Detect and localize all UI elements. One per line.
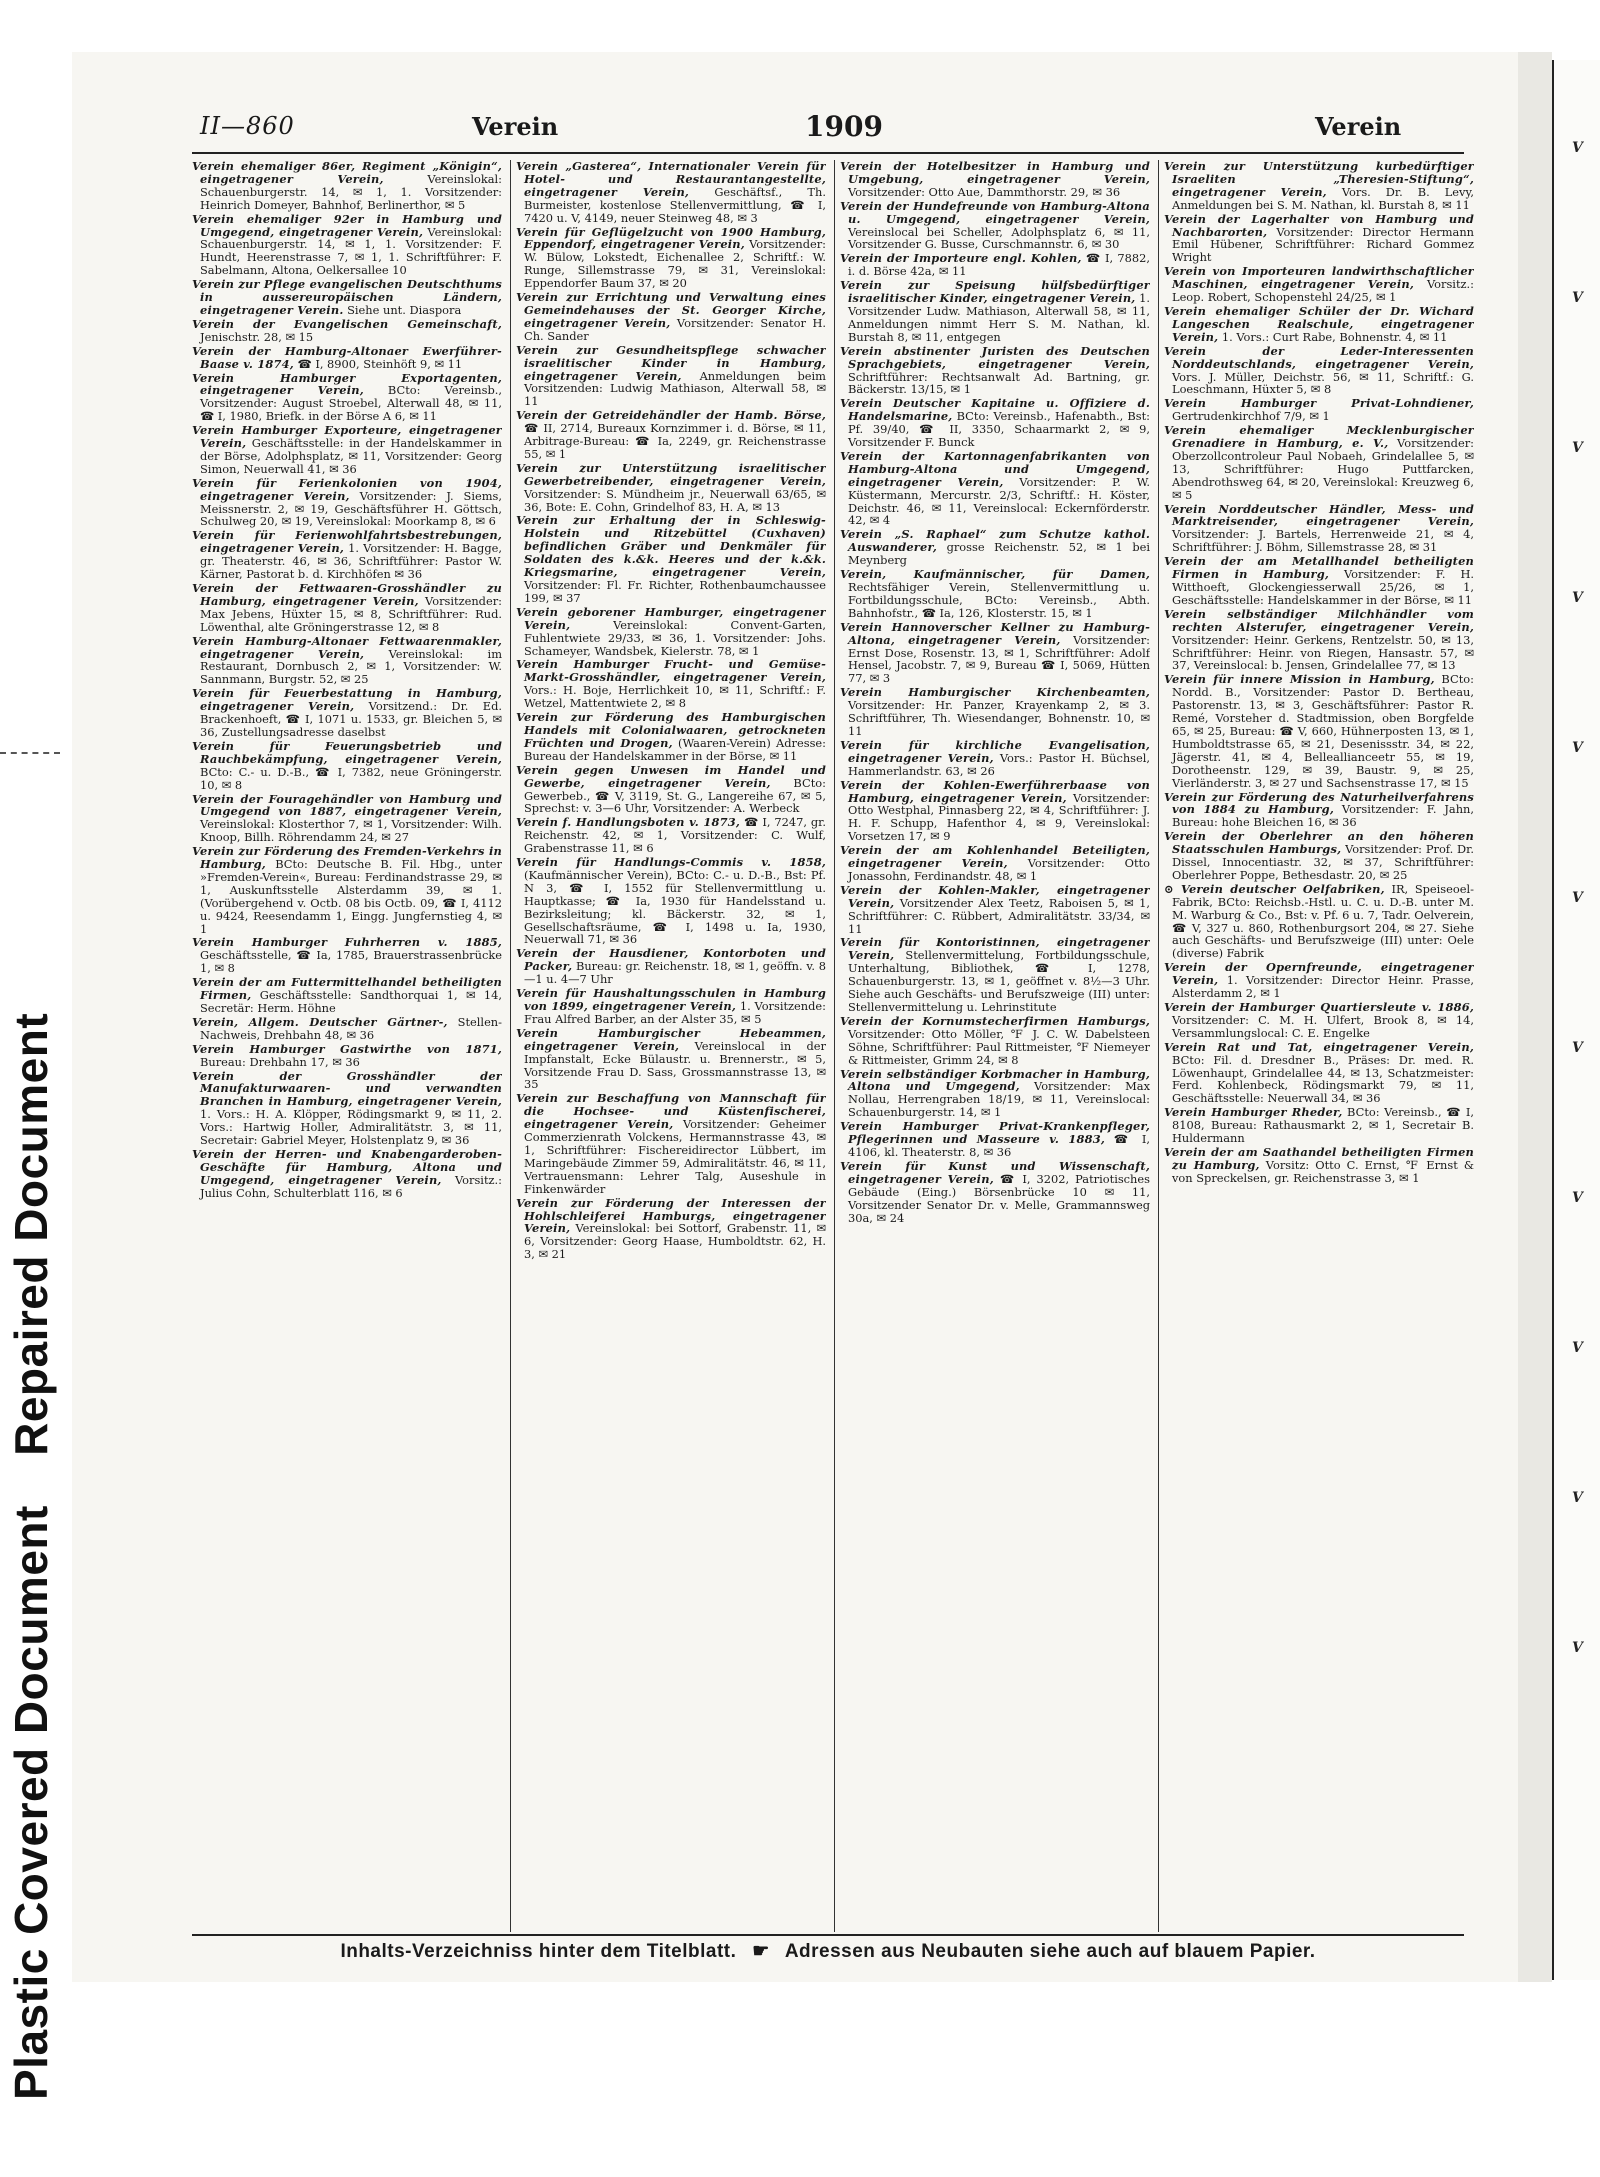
entry-name: Verein Hamburgischer Kirchenbeamten, bbox=[840, 685, 1150, 700]
directory-entry bbox=[840, 844, 1150, 883]
directory-entry bbox=[516, 606, 826, 658]
directory-entry bbox=[1164, 608, 1474, 673]
directory-entry bbox=[192, 1148, 502, 1200]
entry-name: Verein selbständiger Milchhändler vom rechten Alsterufer, eingetragener Verein, bbox=[1164, 606, 1474, 634]
directory-entry bbox=[1164, 305, 1474, 344]
entry-details: Geschäftsstelle: Sandthorquai 1, ✉ 14, Secretär: Herm. Höhne bbox=[200, 988, 502, 1015]
directory-entry bbox=[840, 200, 1150, 252]
footer-new-buildings-note: Adressen aus Neubauten siehe auch auf blauem Papier. bbox=[784, 1941, 1316, 1962]
entry-name: Verein der Kohlen-Ewerführerbaase von Hamburg, eingetragener Verein, bbox=[840, 777, 1150, 805]
page-gutter-shadow bbox=[1518, 52, 1552, 1982]
entry-name: Verein der am Kohlenhandel Beteiligten, eingetragener Verein, bbox=[840, 843, 1150, 871]
entry-name: Verein der Hamburg-Altonaer Ewerführer-Baase v. 1874, bbox=[192, 343, 502, 371]
directory-entry bbox=[1164, 397, 1474, 423]
margin-word: V bbox=[1572, 140, 1583, 156]
entry-name: Verein für innere Mission in Hamburg, bbox=[1164, 672, 1435, 687]
directory-entry bbox=[192, 1043, 502, 1069]
entry-name: Verein „Gasterea“, Internationaler Verein für Hotel- und Restaurantangestellte, eingetragener Verein, bbox=[516, 160, 826, 199]
directory-entry bbox=[840, 739, 1150, 778]
directory-entry bbox=[1164, 1001, 1474, 1040]
entry-name: Verein ehemaliger 86er, Regiment „Königin“, eingetragener Verein, bbox=[192, 160, 502, 186]
directory-entry bbox=[192, 213, 502, 278]
entry-details: 1. Vorsitzende: Frau Alfred Barber, an der Alster 35, ✉ 5 bbox=[524, 999, 826, 1026]
column-divider bbox=[1158, 160, 1159, 1932]
entry-name: Verein zur Pflege evangelischen Deutschthums in aussereuropäischen Ländern, eingetragener Verein. bbox=[192, 277, 502, 317]
entry-name: Verein f. Handlungsboten v. 1873, bbox=[516, 815, 741, 830]
entry-name: Verein Hamburger Privat-Lohndiener, bbox=[1164, 396, 1474, 411]
entry-details: grosse Reichenstr. 52, ✉ 1 bei Meynberg bbox=[848, 540, 1150, 568]
entry-name: Verein ehemaliger Schüler der Dr. Wichard Langeschen Realschule, eingetragener Verein, bbox=[1164, 303, 1474, 344]
entry-details: Vorsitzender: C. M. H. Ulfert, Brook 8, ✉ 14, Versammlungslocal: C. E. Engelke bbox=[1172, 1012, 1474, 1040]
entry-details: Vereinslokal: im Restaurant, Dornbusch 2, ✉ 1, Vorsitzender: W. Sannmann, Burgstr. 52, ✉ 25 bbox=[200, 646, 502, 687]
directory-entry bbox=[1164, 160, 1474, 212]
entry-details: Vereinslokal: bei Sottorf, Grabenstr. 11, ✉ 6, Vorsitzender: Georg Haase, Humboldtstr. 62, H. 3, ✉ 21 bbox=[524, 1221, 826, 1262]
directory-entry bbox=[192, 345, 502, 371]
directory-entry bbox=[516, 462, 826, 514]
entry-details: ☎ I, 4106, kl. Theaterstr. 8, ✉ 36 bbox=[848, 1132, 1150, 1159]
directory-entry bbox=[840, 1120, 1150, 1159]
margin-word: V bbox=[1572, 590, 1583, 606]
entry-name: Verein zur Förderung der Interessen der Hohlschleiferei Hamburgs, eingetragener Verein, bbox=[516, 1195, 826, 1236]
entry-name: Verein von Importeuren landwirthschaftlicher Maschinen, eingetragener Verein, bbox=[1164, 264, 1474, 292]
entry-name: Verein Hamburger Exporteure, eingetragener Verein, bbox=[192, 423, 502, 451]
directory-entry bbox=[192, 635, 502, 687]
side-stamp-text-plastic: Plastic Covered Document bbox=[5, 1505, 57, 2100]
entry-details: Bureau: gr. Reichenstr. 18, ✉ 1, geöffn. v. 8—1 u. 4—7 Uhr bbox=[524, 959, 826, 987]
entry-details: Vorsitzender: Heinr. Gerkens, Rentzelstr. 50, ✉ 13, Schriftführer: Heinr. von Riegen, Hansastr. 57, ✉ 37, Vereinslocal: b. Jensen, Grindelallee 77, ✉ 13 bbox=[1172, 632, 1474, 673]
directory-entry bbox=[192, 1070, 502, 1147]
directory-entry bbox=[192, 936, 502, 975]
column-1 bbox=[192, 160, 502, 1932]
entry-details: Vors.: H. Boje, Herrlichkeit 10, ✉ 11, Schriftf.: F. Wetzel, Mattentwiete 2, ✉ 8 bbox=[524, 683, 826, 711]
entry-name: Verein für kirchliche Evangelisation, eingetragener Verein, bbox=[840, 737, 1150, 765]
entry-details: Vors. Dr. B. Levy, Anmeldungen bei S. M. Nathan, kl. Burstah 8, ✉ 11 bbox=[1172, 184, 1474, 212]
directory-entry bbox=[192, 582, 502, 634]
directory-entry bbox=[840, 1160, 1150, 1225]
directory-entry bbox=[1164, 1106, 1474, 1145]
entry-name: Verein zur Errichtung und Verwaltung eines Gemeindehauses der St. Georger Kirche, eingetragener Verein, bbox=[516, 290, 826, 330]
entry-name: Verein der Kornumstecherfirmen Hamburgs, bbox=[840, 1013, 1150, 1028]
directory-entry bbox=[1164, 673, 1474, 789]
entry-details: Bureau: Drehbahn 17, ✉ 36 bbox=[200, 1054, 360, 1069]
entry-details: Vereinslokal: Schauenburgerstr. 14, ✉ 1, 1. Vorsitzender: Heinrich Domeyer, Bahnhof, Berlinerthor, ✉ 5 bbox=[200, 171, 502, 212]
entry-details: Vorsitzender: Otto Aue, Dammthorstr. 29, ✉ 36 bbox=[848, 184, 1121, 199]
entry-details: Geschäftsstelle: in der Handelskammer in der Börse, Adolphsplatz, ✉ 11, Vorsitzender: Georg Simon, Neuerwall 41, ✉ 36 bbox=[200, 436, 502, 476]
entry-name: Verein der Fouragehändler von Hamburg und Umgegend von 1887, eingetragener Verein, bbox=[192, 791, 502, 819]
margin-word: V bbox=[1572, 1340, 1583, 1356]
directory-entry bbox=[840, 450, 1150, 527]
entry-details: Schriftführer: Rechtsanwalt Ad. Bartning, gr. Bäckerstr. 13/15, ✉ 1 bbox=[848, 369, 1150, 397]
directory-entry bbox=[840, 160, 1150, 199]
entry-name: Verein der Hundefreunde von Hamburg-Altona u. Umgegend, eingetragener Verein, bbox=[840, 198, 1150, 226]
entry-details: Vorsitzender: Prof. Dr. Dissel, Innocentiastr. 32, ✉ 37, Schriftführer: Oberlehrer Poppe, Bethesdastr. 20, ✉ 25 bbox=[1172, 842, 1474, 882]
directory-entry bbox=[840, 568, 1150, 620]
entry-details: Vorsitzender: J. Siems, Meissnerstr. 2, ✉ 19, Geschäftsführer H. Göttsch, Schulweg 20, ✉ 19, Vereinslokal: Moorkamp 8, ✉ 6 bbox=[200, 488, 502, 529]
entry-details: Vorsitz: Otto C. Ernst, ℉ Ernst & von Spreckelsen, gr. Reichenstrasse 3, ✉ 1 bbox=[1172, 1157, 1474, 1185]
directory-columns bbox=[192, 160, 1474, 1932]
entry-details: Vorsitz.: Julius Cohn, Schulterblatt 116, ✉ 6 bbox=[200, 1172, 502, 1200]
directory-entry bbox=[840, 1068, 1150, 1120]
entry-details: BCto: Fil. d. Dresdner B., Präses: Dr. med. R. Löwenhaupt, Grindelallee 44, ✉ 13, Schatzmeister: Ferd. Kohlenbeck, Rödingsmarkt 79, ✉ 11, Geschäftsstelle: Neuerwall 34, ✉ 36 bbox=[1172, 1052, 1474, 1106]
directory-entry bbox=[840, 1015, 1150, 1067]
entry-name: Verein der Oberlehrer an den höheren Staatsschulen Hamburgs, bbox=[1164, 829, 1474, 857]
entry-name: Verein, Allgem. Deutscher Gärtner-, bbox=[192, 1014, 448, 1029]
entry-details: Vorsitzender: J. Bartels, Herrenweide 21, ✉ 4, Schriftführer: J. Böhm, Sillemstrasse 28, ✉ 31 bbox=[1172, 527, 1474, 555]
entry-details: Vorsitzender: Ernst Dose, Rosenstr. 13, ✉ 1, Schriftführer: Adolf Hensel, Jacobstr. 7, ✉ 9, Bureau ☎ I, 5069, Hütten 77, ✉ 3 bbox=[848, 632, 1150, 686]
entry-details: Vereinslokal: Convent-Garten, Fuhlentwiete 29/33, ✉ 36, 1. Vorsitzender: Johs. Schameyer, Wandsbek, Kielerstr. 78, ✉ 1 bbox=[524, 617, 826, 658]
header-rule bbox=[192, 152, 1464, 154]
entry-details: BCto: Vereinsb., Hafenabth., Bst: Pf. 39/40, ☎ II, 3350, Schaarmarkt 2, ✉ 9, Vorsitzender F. Bunck bbox=[848, 409, 1150, 450]
entry-details: Siehe unt. Diaspora bbox=[343, 302, 462, 317]
entry-name: Verein der Leder-Interessenten Norddeutschlands, eingetragener Verein, bbox=[1164, 343, 1474, 371]
entry-details: Stellen-Nachweis, Drehbahn 48, ✉ 36 bbox=[200, 1014, 502, 1042]
entry-details: Vorsitzender: Fl. Fr. Richter, Rothenbaumchaussee 199, ✉ 37 bbox=[524, 578, 826, 605]
entry-name: Verein für Ferienwohlfahrtsbestrebungen, eingetragener Verein, bbox=[192, 528, 502, 556]
page-footer bbox=[192, 1940, 1464, 1970]
margin-word: V bbox=[1572, 1490, 1583, 1506]
entry-name: Verein zur Erhaltung der in Schleswig-Holstein und Ritzebüttel (Cuxhaven) befindlichen Gräber und Denkmäler für Soldaten des k.&k. Heeres und der k.&k. Kriegsmarine, eingetragener Verein, bbox=[516, 513, 826, 580]
entry-details: Vorsitzender: Otto Jonassohn, Ferdinandstr. 48, ✉ 1 bbox=[848, 856, 1150, 883]
margin-word: V bbox=[1572, 1640, 1583, 1656]
directory-entry bbox=[840, 279, 1150, 344]
directory-entry bbox=[516, 711, 826, 763]
entry-name: Verein geborener Hamburger, eingetragener Verein, bbox=[516, 604, 826, 632]
directory-entry bbox=[516, 658, 826, 710]
directory-entry bbox=[192, 740, 502, 792]
entry-name: Verein selbständiger Korbmacher in Hamburg, Altona und Umgegend, bbox=[840, 1066, 1150, 1094]
running-head-right: Verein bbox=[1315, 112, 1402, 141]
entry-details: (Waaren-Verein) Adresse: Bureau der Handelskammer in der Börse, ✉ 11 bbox=[524, 735, 826, 763]
directory-entry bbox=[192, 845, 502, 935]
entry-name: Verein ehemaliger 92er in Hamburg und Umgegend, eingetragener Verein, bbox=[192, 211, 502, 239]
margin-word: V bbox=[1572, 290, 1583, 306]
entry-details: 1. Vors.: Curt Rabe, Bohnenstr. 4, ✉ 11 bbox=[1218, 329, 1448, 344]
entry-details: IR, Speiseoel-Fabrik, BCto: Reichsb.-Hstl. u. C. u. D.-B. unter M. M. Warburg & Co., Bst: v. Pf. 6 u. 7, Tadr. Oelverein, ☎ V, 327 u. 860, Rothenburgsort 204, ✉ 27. Siehe auch Geschäfts- und Berufszweige (III) unter: Oele (diverse) Fabrik bbox=[1172, 881, 1474, 961]
entry-name: Verein der am Futtermittelhandel betheiligten Firmen, bbox=[192, 975, 502, 1003]
directory-entry bbox=[1164, 961, 1474, 1000]
directory-entry bbox=[840, 621, 1150, 686]
entry-name: Verein der Evangelischen Gemeinschaft, bbox=[192, 316, 502, 331]
directory-entry bbox=[192, 318, 502, 344]
entry-name: Verein „S. Raphael“ zum Schutze kathol. Auswanderer, bbox=[840, 527, 1150, 555]
entry-details: Vorsitzender: W. Bülow, Lokstedt, Eichenallee 2, Schriftf.: W. Runge, Sillemstrasse 79, ✉ 31, Vereinslokal: Eppendorfer Baum 37, ✉ 20 bbox=[524, 237, 826, 291]
entry-details: Vorsitzend.: Dr. Ed. Brackenhoeft, ☎ I, 1071 u. 1533, gr. Bleichen 5, ✉ 36, Zustellungsadresse daselbst bbox=[200, 699, 502, 739]
entry-details: Geschäftsf., Th. Burmeister, kostenlose Stellenvermittlung, ☎ I, 7420 u. V, 4149, neuer Steinweg 48, ✉ 3 bbox=[524, 184, 826, 225]
entry-name: Verein Hannoverscher Kellner zu Hamburg-Altona, eingetragener Verein, bbox=[840, 619, 1150, 647]
entry-details: Gertrudenkirchhof 7/9, ✉ 1 bbox=[1172, 409, 1330, 424]
entry-name: Verein Norddeutscher Händler, Mess- und Marktreisender, eingetragener Verein, bbox=[1164, 501, 1474, 529]
directory-entry bbox=[840, 528, 1150, 567]
entry-details: Anmeldungen beim Vorsitzenden: Ludwig Mathiason, Alterwall 58, ✉ 11 bbox=[524, 368, 826, 409]
side-stamp-label bbox=[4, 977, 58, 2100]
entry-name: Verein der Kartonnagenfabrikanten von Hamburg-Altona und Umgegend, eingetragener Verein, bbox=[840, 448, 1150, 489]
entry-details: 1. Vorsitzender: Director Heinr. Prasse, Alsterdamm 2, ✉ 1 bbox=[1172, 973, 1474, 1001]
entry-details: BCto: Deutsche B. Fil. Hbg., unter »Fremden-Verein«, Bureau: Ferdinandstrasse 29, ✉ 1, Auskunftsstelle Alsterdamm 39, ✉ 1. (Vorübergehend v. Octb. 08 bis Octb. 09, ☎ I, 4112 u. 9424, Reesendamm 1, Eingg. Jungfernstieg 4, ✉ 1 bbox=[200, 857, 502, 936]
entry-details: Stellenvermittelung, Fortbildungsschule, Unterhaltung, Bibliothek, ☎ I, 1278, Schauenburgerstr. 13, ✉ 1, geöffnet v. 8½—3 Uhr. Siehe auch Geschäfts- und Berufszweige (III) unter: Stellenvermittelung u. Lehrinstitute bbox=[848, 948, 1150, 1014]
directory-entry bbox=[1164, 791, 1474, 830]
entry-name: Verein für Kunst und Wissenschaft, eingetragener Verein, bbox=[840, 1158, 1150, 1186]
directory-entry bbox=[840, 686, 1150, 738]
margin-word: V bbox=[1572, 740, 1583, 756]
directory-entry bbox=[516, 514, 826, 604]
directory-entry bbox=[1164, 265, 1474, 304]
column-2 bbox=[516, 160, 826, 1932]
entry-details: Vereinslokal: Klosterthor 7, ✉ 1, Vorsitzender: Wilh. Knoop, Billh. Röhrendamm 24, ✉ 27 bbox=[200, 817, 502, 845]
directory-entry bbox=[516, 226, 826, 291]
directory-entry bbox=[516, 1027, 826, 1092]
entry-name: Verein Hamburger Exportagenten, eingetragener Verein, bbox=[192, 370, 502, 398]
entry-details: Vorsitzender: Max Jebens, Hüxter 15, ✉ 8, Schriftführer: Rud. Löwenthal, alte Gröningerstrasse 12, ✉ 8 bbox=[200, 593, 502, 634]
entry-name: Verein für Handlungs-Commis v. 1858, bbox=[516, 855, 826, 870]
running-head-year: 1909 bbox=[805, 110, 883, 143]
entry-name: Verein zur Unterstützung kurbedürftiger Israeliten „Theresien-Stiftung“, eingetragener Verein, bbox=[1164, 160, 1474, 199]
entry-details: 1. Vorsitzender: H. Bagge, gr. Theaterstr. 46, ✉ 36, Schriftführer: Pastor W. Kärner, Pastorat b. d. Kirchhöfen ✉ 36 bbox=[200, 541, 502, 582]
page-number: II—860 bbox=[200, 112, 295, 140]
directory-entry bbox=[840, 345, 1150, 397]
entry-name: Verein zur Beschaffung von Mannschaft für die Hochsee- und Küstenfischerei, eingetragener Verein, bbox=[516, 1091, 826, 1132]
entry-name: Verein zur Förderung des Fremden-Verkehrs in Hamburg, bbox=[192, 844, 502, 872]
entry-details: Vorsitzender: P. W. Küstermann, Mercurstr. 2/3, Schriftf.: H. Köster, Deichstr. 46, ✉ 11, Vereinslocal: Eckernförderstr. 42, ✉ 4 bbox=[848, 474, 1150, 528]
column-3 bbox=[840, 160, 1150, 1932]
directory-entry bbox=[1164, 1146, 1474, 1185]
side-stamp-text-repaired: Repaired Document bbox=[5, 1012, 57, 1456]
entry-name: ⊙ Verein deutscher Oelfabriken, bbox=[1164, 881, 1385, 896]
directory-entry bbox=[840, 884, 1150, 936]
directory-entry bbox=[1164, 555, 1474, 607]
entry-details: Vereinslocal in der Impfanstalt, Ecke Bülaustr. u. Brennerstr., ✉ 5, Vorsitzende Frau D. Sass, Grossmannstrasse 13, ✉ 35 bbox=[524, 1038, 826, 1092]
entry-name: Verein der Lagerhalter von Hamburg und Nachbarorten, bbox=[1164, 211, 1474, 239]
entry-name: Verein der Hotelbesitzer in Hamburg und Umgebung, eingetragener Verein, bbox=[840, 160, 1150, 186]
directory-entry bbox=[516, 1092, 826, 1195]
entry-name: Verein zur Speisung hülfsbedürftiger israelitischer Kinder, eingetragener Verein, bbox=[840, 278, 1150, 306]
directory-entry bbox=[192, 687, 502, 739]
entry-name: Verein der am Metallhandel betheiligten Firmen in Hamburg, bbox=[1164, 554, 1474, 582]
directory-entry bbox=[516, 1197, 826, 1262]
entry-details: Vorsitzender: S. Mündheim jr., Neuerwall 63/65, ✉ 36, Bote: E. Cohn, Grindelhof 83, H. A, ✉ 13 bbox=[524, 486, 826, 514]
dashed-cut-mark bbox=[0, 752, 60, 754]
entry-name: Verein Hamburg-Altonaer Fettwaarenmakler, eingetragener Verein, bbox=[192, 633, 502, 661]
entry-details: Vorsitzender: Max Nollau, Herrengraben 18/19, ✉ 11, Vereinslocal: Schauenburgerstr. 14, ✉ 1 bbox=[848, 1079, 1150, 1120]
directory-entry bbox=[192, 372, 502, 424]
entry-details: ☎ I, 3202, Patriotisches Gebäude (Eing.) Börsenbrücke 10 ✉ 11, Vorsitzender Senator Dr. v. Melle, Grammannsweg 30a, ✉ 24 bbox=[848, 1171, 1150, 1225]
next-page-edge bbox=[1552, 60, 1600, 1980]
directory-entry bbox=[192, 793, 502, 845]
entry-details: ☎ I, 7247, gr. Reichenstr. 42, ✉ 1, Vorsitzender: C. Wulf, Grabenstrasse 11, ✉ 6 bbox=[524, 815, 826, 856]
entry-name: Verein Hamburger Fuhrherren v. 1885, bbox=[192, 935, 502, 950]
directory-entry bbox=[516, 764, 826, 816]
entry-name: Verein für Feuerungsbetrieb und Rauchbekämpfung, eingetragener Verein, bbox=[192, 738, 502, 766]
directory-entry bbox=[840, 397, 1150, 449]
entry-name: Verein der Grosshändler der Manufakturwaaren- und verwandten Branchen in Hamburg, eingetragener Verein, bbox=[192, 1068, 502, 1109]
entry-name: Verein für Ferienkolonien von 1904, eingetragener Verein, bbox=[192, 475, 502, 503]
directory-entry bbox=[840, 779, 1150, 844]
directory-entry bbox=[1164, 345, 1474, 397]
entry-name: Verein der Importeure engl. Kohlen, bbox=[840, 251, 1082, 266]
entry-details: Vorsitzender: F. H. Witthoeft, Glockengiesserwall 25/26, ✉ 1, Geschäftsstelle: Handelskammer in der Börse, ✉ 11 bbox=[1172, 567, 1474, 607]
entry-name: Verein für Feuerbestattung in Hamburg, eingetragener Verein, bbox=[192, 686, 502, 714]
entry-name: Verein für Kontoristinnen, eingetragener Verein, bbox=[840, 935, 1150, 963]
entry-details: Vorsitzender: Director Hermann Emil Hübener, Schriftführer: Richard Gommez Wright bbox=[1172, 224, 1474, 265]
entry-name: Verein gegen Unwesen im Handel und Gewerbe, eingetragener Verein, bbox=[516, 762, 826, 790]
entry-name: Verein für Geflügelzucht von 1900 Hamburg, Eppendorf, eingetragener Verein, bbox=[516, 224, 826, 252]
entry-details: BCto: Vereinsb., Vorsitzender: August Stroebel, Alterwall 48, ✉ 11, ☎ I, 1980, Briefk. in der Börse A 6, ✉ 11 bbox=[200, 383, 502, 424]
entry-name: Verein Hamburger Gastwirthe von 1871, bbox=[192, 1041, 502, 1056]
entry-details: Vorsitzender: Geheimer Commerzienrath Volckens, Hermannstrasse 43, ✉ 1, Schriftführer: Fischereidirector Lübbert, im Maringebäude Zimmer 59, Admiralitätstr. 46, ✉ 11, Vertrauensmann: Lehrer Talg, Auseshule in Finkenwärder bbox=[524, 1117, 826, 1196]
entry-name: Verein Hamburger Rheder, bbox=[1164, 1105, 1343, 1120]
margin-word: V bbox=[1572, 1040, 1583, 1056]
entry-details: Vereinslocal bei Scheller, Adolphsplatz 6, ✉ 11, Vorsitzender G. Busse, Curschmannstr. 6, ✉ 30 bbox=[848, 224, 1150, 252]
directory-entry bbox=[192, 529, 502, 581]
entry-details: Vorsitzender: F. Jahn, Bureau: hohe Bleichen 16, ✉ 36 bbox=[1172, 802, 1474, 830]
entry-name: Verein zur Förderung des Naturheilverfahrens von 1884 zu Hamburg, bbox=[1164, 789, 1474, 817]
entry-details: Vorsitzender: Hr. Panzer, Krayenkamp 2, ✉ 3. Schriftführer, Th. Wiesendanger, Bohnenstr. 10, ✉ 11 bbox=[848, 698, 1150, 738]
margin-word: V bbox=[1572, 1190, 1583, 1206]
entry-name: Verein zur Förderung des Hamburgischen Handels mit Colonialwaaren, getrockneten Früchten und Drogen, bbox=[516, 710, 826, 750]
directory-entry bbox=[1164, 1041, 1474, 1106]
entry-details: (Kaufmännischer Verein), BCto: C.- u. D.-B., Bst: Pf. N 3, ☎ I, 1552 für Stellenvermittlung u. Hauptkasse; ☎ Ia, 1930 für Handelsstand u. Bezirksleitung; kl. Bäckerstr. 32, ✉ 1, Gesellschaftsräume, ☎ I, 1498 u. Ia, 1930, Neuerwall 71, ✉ 36 bbox=[524, 867, 826, 947]
entry-name: Verein der Herren- und Knabengarderoben-Geschäfte für Hamburg, Altona und Umgegend, eingetragener Verein, bbox=[192, 1146, 502, 1187]
directory-entry bbox=[1164, 424, 1474, 501]
directory-entry bbox=[516, 291, 826, 343]
directory-entry bbox=[516, 856, 826, 946]
directory-entry bbox=[192, 424, 502, 476]
entry-name: Verein der Hausdiener, Kontorboten und Packer, bbox=[516, 946, 826, 974]
entry-details: Vorsitzender: Otto Möller, ℉ J. C. W. Dabelsteen Söhne, Schriftführer: Paul Rittmeister, ℉ Niemeyer & Rittmeister, Grimm 24, ✉ 8 bbox=[848, 1026, 1150, 1067]
entry-name: Verein Rat und Tat, eingetragener Verein, bbox=[1164, 1039, 1474, 1054]
entry-name: Verein Hamburgischer Hebeammen, eingetragener Verein, bbox=[516, 1025, 826, 1053]
entry-name: Verein zur Gesundheitspflege schwacher israelitischer Kinder in Hamburg, eingetragener Verein, bbox=[516, 342, 826, 383]
entry-name: Verein Hamburger Privat-Krankenpfleger, Pflegerinnen und Masseure v. 1883, bbox=[840, 1119, 1150, 1147]
entry-details: BCto: C.- u. D.-B., ☎ I, 7382, neue Gröningerstr. 10, ✉ 8 bbox=[200, 764, 502, 792]
entry-name: Verein, Kaufmännischer, für Damen, bbox=[840, 567, 1150, 582]
entry-details: Vorsitz.: Leop. Robert, Schopenstehl 24/25, ✉ 1 bbox=[1172, 277, 1474, 305]
entry-details: Rechtsfähiger Verein, Stellenvermittlung u. Fortbildungsschule, BCto: Vereinsb., Abth. Bahnhofstr., ☎ Ia, 126, Klosterstr. 15, ✉ 1 bbox=[848, 580, 1150, 620]
entry-details: BCto: Gewerbeb., ☎ V, 3119, St. G., Langereihe 67, ✉ 5, Sprechst: v. 3—6 Uhr, Vorsitzender: A. Werbeck bbox=[524, 775, 826, 816]
column-divider bbox=[834, 160, 835, 1932]
entry-details: Vors.: Pastor H. Büchsel, Hammerlandstr. 63, ✉ 26 bbox=[848, 750, 1150, 778]
entry-name: Verein der Kohlen-Makler, eingetragener Verein, bbox=[840, 882, 1150, 910]
entry-details: 1. Vorsitzender Ludw. Mathiason, Alterwall 58, ✉ 11, Anmeldungen nimmt Herr S. M. Nathan, kl. Burstah 8, ✉ 11, entgegen bbox=[848, 291, 1150, 344]
directory-entry bbox=[840, 936, 1150, 1013]
running-head-left: Verein bbox=[472, 112, 559, 141]
directory-entry bbox=[516, 947, 826, 986]
margin-word: V bbox=[1572, 890, 1583, 906]
directory-entry bbox=[192, 278, 502, 317]
pointing-hand-icon: ☛ bbox=[752, 1941, 770, 1962]
directory-entry bbox=[1164, 830, 1474, 882]
entry-name: Verein der am Saathandel betheiligten Firmen zu Hamburg, bbox=[1164, 1144, 1474, 1172]
entry-name: Verein Hamburger Frucht- und Gemüse-Markt-Grosshändler, eingetragener Verein, bbox=[516, 657, 826, 685]
entry-details: 1. Vors.: H. A. Klöpper, Rödingsmarkt 9, ✉ 11, 2. Vors.: Hartwig Holler, Admiralitätstr. 3, ✉ 11, Secretair: Gabriel Meyer, Holstenplatz 9, ✉ 36 bbox=[200, 1107, 502, 1148]
directory-entry bbox=[516, 344, 826, 409]
entry-name: Verein für Haushaltungsschulen in Hamburg von 1899, eingetragener Verein, bbox=[516, 986, 826, 1013]
entry-details: Vorsitzender Alex Teetz, Raboisen 5, ✉ 1, Schriftführer: C. Rübbert, Admiralitätstr. 33/34, ✉ 11 bbox=[848, 895, 1150, 936]
column-divider bbox=[510, 160, 511, 1932]
directory-entry bbox=[516, 160, 826, 225]
entry-name: Verein abstinenter Juristen des Deutschen Sprachgebiets, eingetragener Verein, bbox=[840, 343, 1150, 371]
entry-details: ☎ I, 8900, Steinhöft 9, ✉ 11 bbox=[293, 356, 463, 371]
entry-details: Vors. J. Müller, Deichstr. 56, ✉ 11, Schriftf.: G. Loeschmann, Hüxter 5, ✉ 8 bbox=[1172, 369, 1474, 397]
entry-name: Verein Deutscher Kapitaine u. Offiziere d. Handelsmarine, bbox=[840, 396, 1150, 424]
entry-details: Jenischstr. 28, ✉ 15 bbox=[200, 329, 314, 344]
entry-name: Verein der Opernfreunde, eingetragener Verein, bbox=[1164, 960, 1474, 988]
entry-name: Verein zur Unterstützung israelitischer Gewerbetreibender, eingetragener Verein, bbox=[516, 460, 826, 488]
column-4 bbox=[1164, 160, 1474, 1932]
page-header bbox=[190, 108, 1465, 148]
directory-entry bbox=[1164, 503, 1474, 555]
entry-details: Vorsitzender: Senator H. Ch. Sander bbox=[524, 315, 826, 343]
directory-entry bbox=[192, 160, 502, 212]
margin-word: V bbox=[1572, 440, 1583, 456]
directory-entry bbox=[192, 1016, 502, 1042]
entry-details: Geschäftsstelle, ☎ Ia, 1785, Brauerstrassenbrücke 1, ✉ 8 bbox=[200, 948, 502, 976]
entry-details: ☎ II, 2714, Bureaux Kornzimmer i. d. Börse, ✉ 11, Arbitrage-Bureau: ☎ Ia, 2249, gr. Reichenstrasse 55, ✉ 1 bbox=[524, 421, 826, 461]
entry-details: Vorsitzender: Oberzollcontroleur Paul Nobaeh, Grindelallee 5, ✉ 13, Schriftführer: Hugo Puttfarcken, Abendrothsweg 64, ✉ 20, Vereinslokal: Kreuzweg 6, ✉ 5 bbox=[1172, 436, 1474, 502]
entry-details: ☎ I, 7882, i. d. Börse 42a, ✉ 11 bbox=[848, 251, 1150, 279]
directory-entry bbox=[516, 987, 826, 1026]
directory-entry bbox=[840, 252, 1150, 278]
entry-name: Verein ehemaliger Mecklenburgischer Grenadiere in Hamburg, e. V., bbox=[1164, 423, 1474, 451]
directory-entry bbox=[192, 976, 502, 1015]
entry-name: Verein der Fettwaaren-Grosshändler zu Hamburg, eingetragener Verein, bbox=[192, 581, 502, 608]
directory-entry bbox=[192, 477, 502, 529]
entry-name: Verein der Hamburger Quartiersleute v. 1886, bbox=[1164, 1000, 1474, 1014]
entry-name: Verein der Getreidehändler der Hamb. Börse, bbox=[516, 408, 826, 423]
footer-rule bbox=[192, 1934, 1464, 1936]
directory-entry bbox=[516, 409, 826, 461]
directory-entry bbox=[516, 816, 826, 855]
footer-index-note: Inhalts-Verzeichniss hinter dem Titelblatt. bbox=[340, 1941, 737, 1962]
directory-entry bbox=[1164, 213, 1474, 265]
entry-details: Vereinslokal: Schauenburgerstr. 14, ✉ 1, 1. Vorsitzender: F. Hundt, Heerenstrasse 7, ✉ 1, 1. Schriftführer: F. Sabelmann, Altona, Oelkersallee 10 bbox=[200, 224, 502, 278]
entry-details: Vorsitzender: Otto Westphal, Pinnasberg 22, ✉ 4, Schriftführer: J. H. F. Schupp, Hafenthor 4, ✉ 9, Vereinslokal: Vorsetzen 17, ✉ 9 bbox=[848, 790, 1150, 844]
entry-details: BCto: Nordd. B., Vorsitzender: Pastor D. Bertheau, Pastorenstr. 13, ✉ 3, Geschäftsführer: Pastor R. Remé, Vorsteher d. Stadtmission, oben Borgfelde 65, ✉ 25, Bureau: ☎ V, 660, Hühnerposten 13, ✉ 1, Humboldtstrasse 65, ✉ 21, Desenissstr. 34, ✉ 22, Jägerstr. 41, ✉ 4, Belleallianceetr 55, ✉ 19, Dorotheenstr. 129, ✉ 39, Baustr. 9, ✉ 25, Vierländerstr. 3, ✉ 27 und Sachsenstrasse 17, ✉ 15 bbox=[1172, 672, 1474, 790]
entry-details: BCto: Vereinsb., ☎ I, 8108, Bureau: Rathausmarkt 2, ✉ 1, Secretair B. Huldermann bbox=[1172, 1105, 1474, 1146]
directory-entry bbox=[1164, 883, 1474, 960]
